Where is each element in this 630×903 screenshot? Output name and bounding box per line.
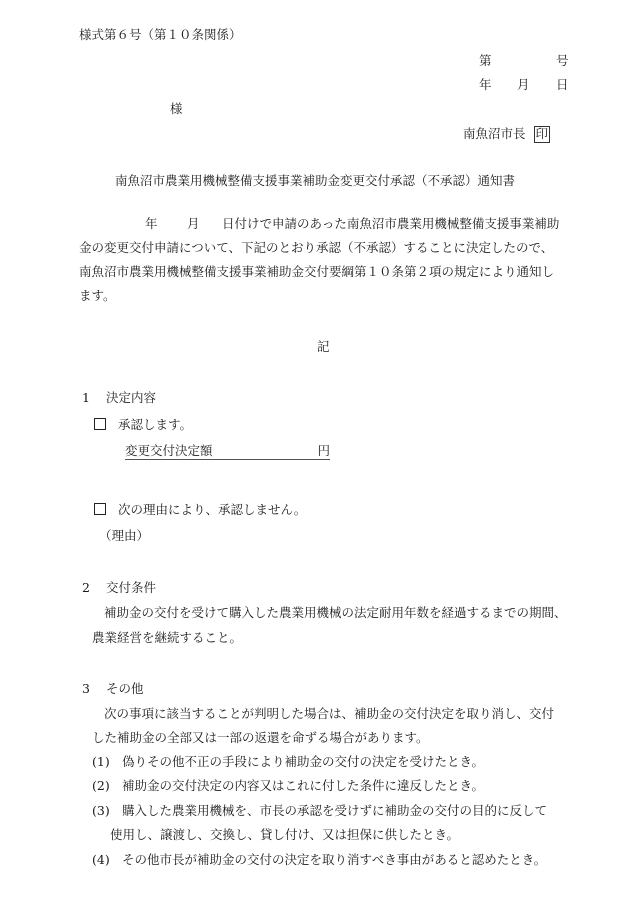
section-1-number: 1 bbox=[82, 390, 90, 405]
section-2-heading bbox=[82, 582, 156, 595]
approve-label: 承認します。 bbox=[118, 417, 193, 432]
date-month-label: 月 bbox=[517, 77, 530, 92]
reason-label: （理由） bbox=[99, 528, 150, 543]
body-date-month: 月 bbox=[187, 216, 200, 231]
addressee-suffix: 様 bbox=[170, 101, 183, 116]
form-number: 様式第６号（第１０条関係） bbox=[79, 27, 242, 42]
list-item-text: その他市長が補助金の交付の決定を取り消すべき事由があると認めたとき。 bbox=[122, 852, 547, 867]
section-1-title: 決定内容 bbox=[105, 390, 156, 405]
doc-number-suffix: 号 bbox=[556, 53, 569, 68]
amount-line[interactable] bbox=[125, 445, 330, 460]
body-line-3: 南魚沼市農業用機械整備支援事業補助金交付要綱第１０条第２項の規定により通知し bbox=[79, 264, 555, 279]
other-intro-line-2: した補助金の全部又は一部の返還を命ずる場合があります。 bbox=[92, 730, 429, 745]
doc-number-prefix: 第 bbox=[479, 53, 492, 68]
reject-checkbox[interactable] bbox=[94, 503, 106, 515]
section-3-heading bbox=[82, 683, 143, 696]
seal-mark: 印 bbox=[535, 126, 549, 141]
section-2-title: 交付条件 bbox=[105, 580, 156, 595]
list-item bbox=[92, 780, 484, 793]
conditions-line-1: 補助金の交付を受けて購入した農業用機械の法定耐用年数を経過するまでの期間、 bbox=[104, 605, 567, 620]
list-item bbox=[92, 756, 484, 769]
amount-field[interactable] bbox=[125, 445, 330, 460]
amount-unit: 円 bbox=[317, 443, 330, 458]
body-line-4: ます。 bbox=[79, 288, 116, 303]
section-3-number: 3 bbox=[82, 681, 90, 696]
list-item-text: 購入した農業用機械を、市長の承認を受けずに補助金の交付の目的に反して bbox=[122, 803, 548, 818]
amount-label: 変更交付決定額 bbox=[125, 443, 213, 458]
ki-marker: 記 bbox=[317, 339, 330, 354]
list-item-number: (4) bbox=[92, 852, 110, 867]
approve-option[interactable] bbox=[94, 418, 192, 432]
reject-option[interactable] bbox=[94, 503, 306, 517]
reject-label: 次の理由により、承認しません。 bbox=[118, 502, 307, 517]
list-item-text: 偽りその他不正の手段により補助金の交付の決定を受けたとき。 bbox=[122, 754, 485, 769]
issuer-block bbox=[463, 126, 550, 143]
list-item-number: (2) bbox=[92, 778, 110, 793]
issuer-name: 南魚沼市長 bbox=[463, 126, 526, 141]
approve-checkbox[interactable] bbox=[94, 418, 106, 430]
document-title: 南魚沼市農業用機械整備支援事業補助金変更交付承認（不承認）通知書 bbox=[115, 173, 516, 188]
section-1-heading bbox=[82, 392, 156, 405]
date-year-label: 年 bbox=[479, 77, 492, 92]
list-item-number: (3) bbox=[92, 803, 110, 818]
date-day-label: 日 bbox=[556, 77, 569, 92]
body-line-1: 日付けで申請のあった南魚沼市農業用機械整備支援事業補助 bbox=[222, 216, 560, 231]
section-3-title: その他 bbox=[105, 681, 144, 696]
body-line-2: 金の変更交付申請について、下記のとおり承認（不承認）することに決定したので、 bbox=[79, 240, 554, 255]
list-item bbox=[92, 854, 546, 867]
list-item-number: (1) bbox=[92, 754, 110, 769]
body-date-year: 年 bbox=[145, 216, 158, 231]
conditions-line-2: 農業経営を継続すること。 bbox=[92, 630, 243, 645]
list-item-continuation: 使用し、譲渡し、交換し、貸し付け、又は担保に供したとき。 bbox=[110, 827, 460, 842]
list-item-text: 補助金の交付決定の内容又はこれに付した条件に違反したとき。 bbox=[122, 778, 485, 793]
other-intro-line-1: 次の事項に該当することが判明した場合は、補助金の交付決定を取り消し、交付 bbox=[104, 706, 555, 721]
list-item bbox=[92, 805, 547, 818]
section-2-number: 2 bbox=[82, 580, 90, 595]
